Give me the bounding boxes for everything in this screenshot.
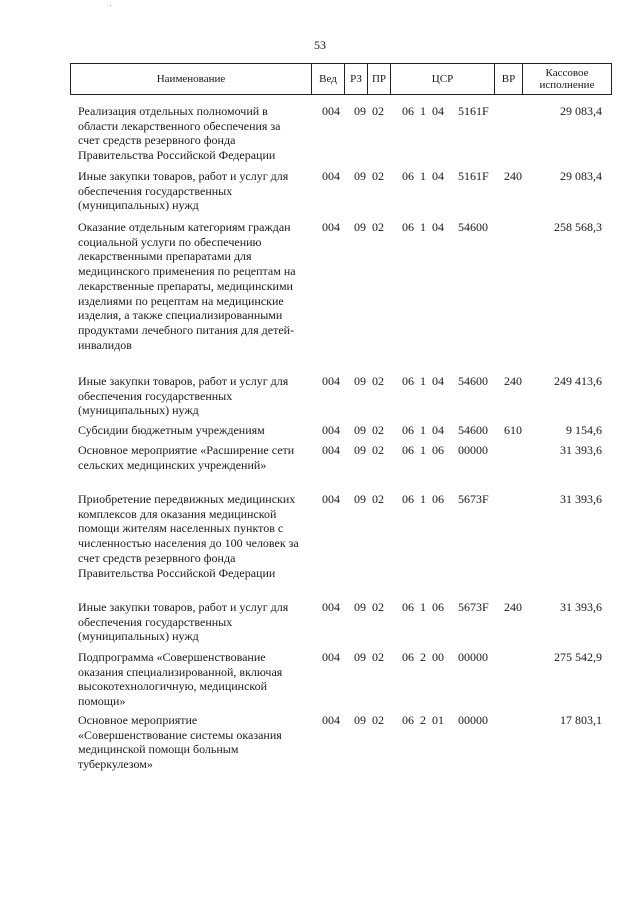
cell-pr: 02 — [372, 600, 384, 614]
cell-rz: 09 — [354, 220, 366, 234]
cell-csr3: 06 — [432, 600, 444, 614]
column-header-pr: ПР — [368, 64, 391, 94]
cell-csr2: 1 — [420, 423, 426, 437]
cell-name: Основное мероприятие «Совершенствование системы оказания медицинской помощи больным туберкулезом» — [78, 713, 282, 772]
cell-name: Субсидии бюджетным учреждениям — [78, 423, 265, 437]
cell-vr: 240 — [504, 600, 522, 614]
cell-ved: 004 — [322, 374, 340, 388]
cell-csr3: 04 — [432, 220, 444, 234]
cell-ved: 004 — [322, 220, 340, 234]
cell-csr4: 5673F — [458, 600, 489, 614]
cell-csr4: 54600 — [458, 374, 488, 388]
cell-csr1: 06 — [402, 492, 414, 506]
cell-csr1: 06 — [402, 104, 414, 118]
cell-csr2: 2 — [420, 713, 426, 727]
cell-amount: 275 542,9 — [554, 650, 602, 664]
cell-name: Основное мероприятие «Расширение сети сельских медицинских учреждений» — [78, 443, 295, 472]
cell-csr4: 5673F — [458, 492, 489, 506]
cell-ved: 004 — [322, 104, 340, 118]
cell-csr2: 1 — [420, 600, 426, 614]
cell-pr: 02 — [372, 443, 384, 457]
cell-csr2: 1 — [420, 169, 426, 183]
cell-csr3: 04 — [432, 374, 444, 388]
cell-ved: 004 — [322, 713, 340, 727]
cell-csr2: 1 — [420, 492, 426, 506]
cell-name: Иные закупки товаров, работ и услуг для обеспечения государственных (муниципальных) нужд — [78, 374, 289, 418]
cell-name: Иные закупки товаров, работ и услуг для обеспечения государственных (муниципальных) нужд — [78, 169, 289, 213]
cell-csr4: 00000 — [458, 713, 488, 727]
cell-rz: 09 — [354, 169, 366, 183]
cell-ved: 004 — [322, 650, 340, 664]
cell-csr2: 1 — [420, 374, 426, 388]
cell-pr: 02 — [372, 220, 384, 234]
cell-amount: 31 393,6 — [560, 600, 602, 614]
scan-speck — [110, 5, 111, 6]
cell-csr3: 06 — [432, 443, 444, 457]
cell-rz: 09 — [354, 600, 366, 614]
cell-csr2: 1 — [420, 104, 426, 118]
cell-ved: 004 — [322, 492, 340, 506]
cell-amount: 9 154,6 — [566, 423, 602, 437]
cell-name: Оказание отдельным категориям граждан социальной услуги по обеспечению лекарственными препаратами для медицинского применения по рецептам на лекарственные препараты, медицинскими изделиями по рецептам на медицинские изделия, а также специализированными продуктами лечебного питания для детей-инвалидов — [78, 220, 296, 352]
cell-csr4: 5161F — [458, 169, 489, 183]
cell-ved: 004 — [322, 169, 340, 183]
cell-ved: 004 — [322, 423, 340, 437]
cell-rz: 09 — [354, 650, 366, 664]
column-header-ved: Вед — [312, 64, 345, 94]
cell-csr3: 04 — [432, 169, 444, 183]
cell-ved: 004 — [322, 600, 340, 614]
cell-csr4: 5161F — [458, 104, 489, 118]
cell-amount: 31 393,6 — [560, 492, 602, 506]
cell-csr3: 04 — [432, 423, 444, 437]
cell-rz: 09 — [354, 374, 366, 388]
cell-name: Подпрограмма «Совершенствование оказания специализированной, включая высокотехнологичную, медицинской помощи» — [78, 650, 283, 709]
cell-csr4: 00000 — [458, 650, 488, 664]
cell-csr3: 01 — [432, 713, 444, 727]
table-header — [70, 63, 612, 95]
cell-name: Иные закупки товаров, работ и услуг для обеспечения государственных (муниципальных) нужд — [78, 600, 289, 644]
column-header-csr: ЦСР — [391, 64, 495, 94]
cell-rz: 09 — [354, 713, 366, 727]
cell-vr: 240 — [504, 374, 522, 388]
cell-rz: 09 — [354, 492, 366, 506]
cell-csr2: 1 — [420, 220, 426, 234]
cell-csr1: 06 — [402, 169, 414, 183]
column-header-amount: Кассовое исполнение — [539, 67, 595, 91]
column-header-rz: РЗ — [345, 64, 368, 94]
cell-pr: 02 — [372, 169, 384, 183]
cell-csr1: 06 — [402, 374, 414, 388]
cell-rz: 09 — [354, 443, 366, 457]
cell-csr4: 54600 — [458, 423, 488, 437]
cell-vr: 240 — [504, 169, 522, 183]
cell-ved: 004 — [322, 443, 340, 457]
cell-pr: 02 — [372, 104, 384, 118]
cell-csr1: 06 — [402, 443, 414, 457]
cell-amount: 29 083,4 — [560, 169, 602, 183]
cell-csr3: 04 — [432, 104, 444, 118]
cell-pr: 02 — [372, 650, 384, 664]
cell-csr4: 54600 — [458, 220, 488, 234]
cell-pr: 02 — [372, 713, 384, 727]
cell-vr: 610 — [504, 423, 522, 437]
cell-csr2: 1 — [420, 443, 426, 457]
cell-csr1: 06 — [402, 220, 414, 234]
column-header-name: Наименование — [71, 64, 312, 94]
cell-name: Приобретение передвижных медицинских комплексов для оказания медицинской помощи жителям населенных пунктов с численностью населения до 100 человек за счет средств резервного фонда Правительства Российской Федерации — [78, 492, 299, 580]
cell-rz: 09 — [354, 104, 366, 118]
page-number: 53 — [314, 38, 326, 52]
cell-csr1: 06 — [402, 423, 414, 437]
cell-pr: 02 — [372, 423, 384, 437]
cell-csr1: 06 — [402, 650, 414, 664]
cell-csr4: 00000 — [458, 443, 488, 457]
cell-csr3: 00 — [432, 650, 444, 664]
cell-csr1: 06 — [402, 600, 414, 614]
cell-csr1: 06 — [402, 713, 414, 727]
cell-amount: 29 083,4 — [560, 104, 602, 118]
cell-amount: 258 568,3 — [554, 220, 602, 234]
cell-name: Реализация отдельных полномочий в области лекарственного обеспечения за счет средств резервного фонда Правительства Российской Федерации — [78, 104, 281, 163]
cell-amount: 17 803,1 — [560, 713, 602, 727]
cell-amount: 249 413,6 — [554, 374, 602, 388]
cell-csr2: 2 — [420, 650, 426, 664]
cell-pr: 02 — [372, 492, 384, 506]
column-header-vr: ВР — [495, 64, 523, 94]
cell-csr3: 06 — [432, 492, 444, 506]
cell-amount: 31 393,6 — [560, 443, 602, 457]
cell-rz: 09 — [354, 423, 366, 437]
cell-pr: 02 — [372, 374, 384, 388]
